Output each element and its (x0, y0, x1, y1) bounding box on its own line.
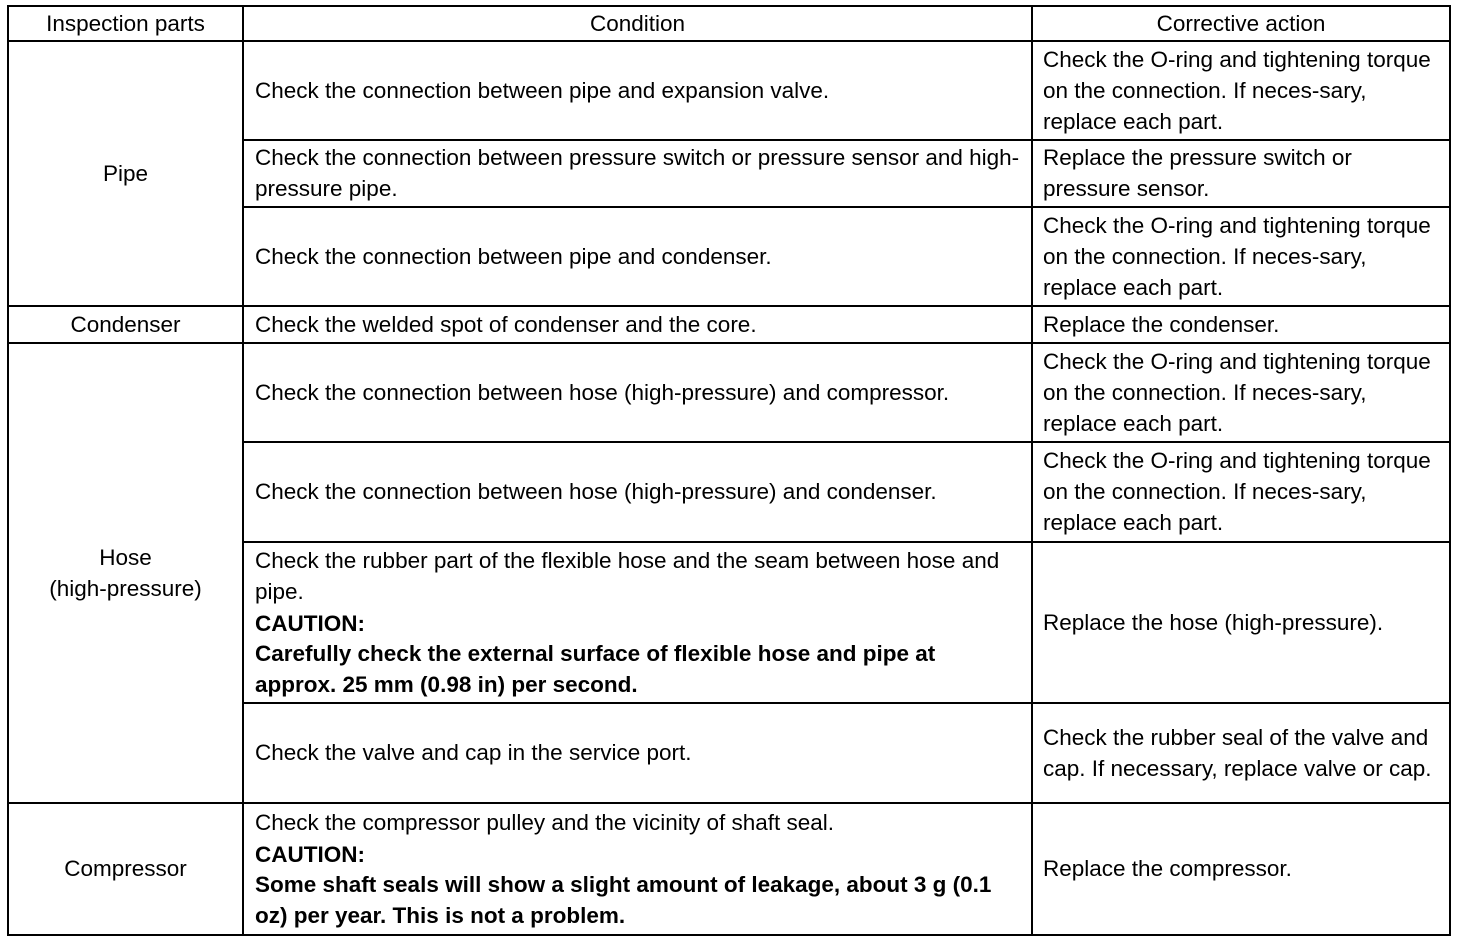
condition-text: Check the connection between hose (high-pressure) and condenser. (255, 479, 937, 505)
condition-cell (243, 542, 1032, 704)
condition-text: Check the compressor pulley and the vicinity of shaft seal. (255, 809, 835, 835)
condition-text: Check the connection between pipe and expansion valve. (255, 78, 830, 104)
condition-text: Check the connection between pipe and condenser. (255, 243, 772, 269)
part-hose: Hose (high-pressure) (8, 343, 243, 803)
caution-title: CAUTION: (255, 610, 365, 636)
action-cell: Replace the compressor. (1032, 803, 1450, 936)
header-corrective-action: Corrective action (1032, 6, 1450, 41)
condition-cell (243, 207, 1032, 306)
part-pipe: Pipe (8, 41, 243, 306)
condition-text: Check the connection between pressure switch or pressure sensor and high-pressure pipe. (255, 145, 1020, 202)
condition-text: Check the connection between hose (high-pressure) and compressor. (255, 380, 950, 406)
action-cell: Replace the pressure switch or pressure sensor. (1032, 140, 1450, 206)
action-cell: Check the O-ring and tightening torque on the connection. If neces-sary, replace each part. (1032, 41, 1450, 140)
table-row (8, 343, 1450, 442)
condition-cell (243, 703, 1032, 802)
caution-title: CAUTION: (255, 841, 365, 867)
header-condition: Condition (243, 6, 1032, 41)
condition-cell (243, 306, 1032, 343)
condition-cell (243, 442, 1032, 541)
action-cell: Replace the condenser. (1032, 306, 1450, 343)
caution-text: Carefully check the external surface of flexible hose and pipe at approx. 25 mm (0.98 in) per second. (255, 640, 936, 697)
table-row (8, 306, 1450, 343)
table-row (8, 803, 1450, 936)
table-row (8, 41, 1450, 140)
part-compressor: Compressor (8, 803, 243, 936)
condition-cell (243, 343, 1032, 442)
action-cell: Replace the hose (high-pressure). (1032, 542, 1450, 704)
action-cell: Check the rubber seal of the valve and cap. If necessary, replace valve or cap. (1032, 703, 1450, 802)
header-inspection-parts: Inspection parts (8, 6, 243, 41)
condition-cell (243, 140, 1032, 206)
condition-text: Check the welded spot of condenser and the core. (255, 311, 757, 337)
action-cell: Check the O-ring and tightening torque on the connection. If neces-sary, replace each part. (1032, 442, 1450, 541)
condition-cell (243, 41, 1032, 140)
condition-text: Check the rubber part of the flexible hose and the seam between hose and pipe. (255, 547, 1000, 604)
condition-text: Check the valve and cap in the service port. (255, 740, 692, 766)
inspection-table (7, 5, 1451, 936)
action-cell: Check the O-ring and tightening torque on the connection. If neces-sary, replace each part. (1032, 343, 1450, 442)
header-row (8, 6, 1450, 41)
action-cell: Check the O-ring and tightening torque on the connection. If neces-sary, replace each part. (1032, 207, 1450, 306)
part-condenser: Condenser (8, 306, 243, 343)
condition-cell (243, 803, 1032, 936)
caution-text: Some shaft seals will show a slight amount of leakage, about 3 g (0.1 oz) per year. This is not a problem. (255, 871, 992, 928)
